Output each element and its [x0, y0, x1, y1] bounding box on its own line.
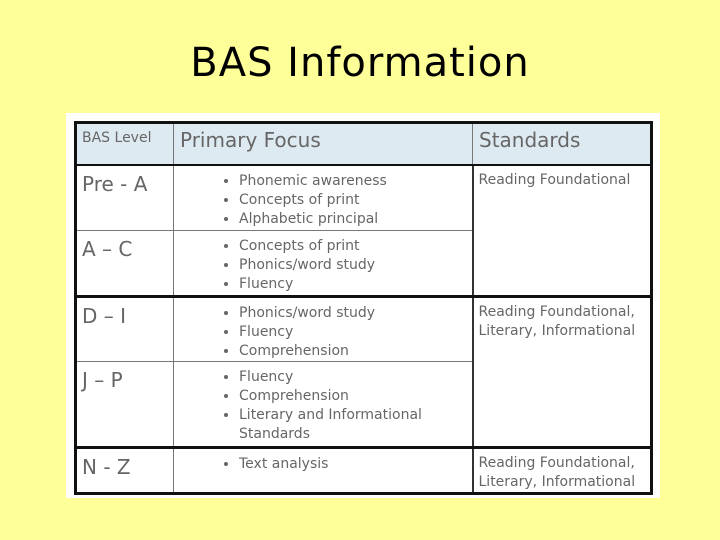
focus-cell	[174, 230, 473, 296]
level-cell: A – C	[76, 230, 174, 296]
list-item: • Literary and Informational Standards	[239, 406, 472, 444]
list-item: • Phonemic awareness	[239, 172, 472, 191]
standards-cell: Reading Foundational, Literary, Informational	[473, 447, 652, 493]
header-primary-focus: Primary Focus	[174, 123, 473, 166]
list-item: • Fluency	[239, 323, 472, 342]
bas-table	[74, 121, 653, 495]
focus-cell	[174, 296, 473, 361]
focus-cell	[174, 447, 473, 493]
focus-cell	[174, 165, 473, 230]
table-row	[76, 296, 652, 361]
slide-title: BAS Information	[190, 40, 530, 86]
focus-cell	[174, 361, 473, 447]
header-bas-level: BAS Level	[76, 123, 174, 166]
list-item: • Fluency	[239, 275, 472, 294]
level-cell: N - Z	[76, 447, 174, 493]
table-header-row	[76, 123, 652, 166]
table-row	[76, 165, 652, 230]
standards-cell: Reading Foundational	[473, 165, 652, 296]
standards-cell: Reading Foundational, Literary, Informational	[473, 296, 652, 447]
focus-list	[174, 304, 472, 361]
focus-list	[174, 172, 472, 229]
level-cell: J – P	[76, 361, 174, 447]
bas-table-image	[66, 113, 660, 498]
header-standards: Standards	[473, 123, 652, 166]
list-item: • Concepts of print	[239, 191, 472, 210]
list-item: • Concepts of print	[239, 237, 472, 256]
list-item: • Phonics/word study	[239, 304, 472, 323]
list-item: • Phonics/word study	[239, 256, 472, 275]
focus-list	[174, 237, 472, 294]
focus-list	[174, 368, 472, 444]
list-item: • Alphabetic principal	[239, 210, 472, 229]
list-item: • Text analysis	[239, 455, 472, 474]
level-cell: Pre - A	[76, 165, 174, 230]
table-row	[76, 447, 652, 493]
list-item: • Comprehension	[239, 342, 472, 361]
level-cell: D – I	[76, 296, 174, 361]
focus-list	[174, 455, 472, 474]
list-item: • Comprehension	[239, 387, 472, 406]
list-item: • Fluency	[239, 368, 472, 387]
